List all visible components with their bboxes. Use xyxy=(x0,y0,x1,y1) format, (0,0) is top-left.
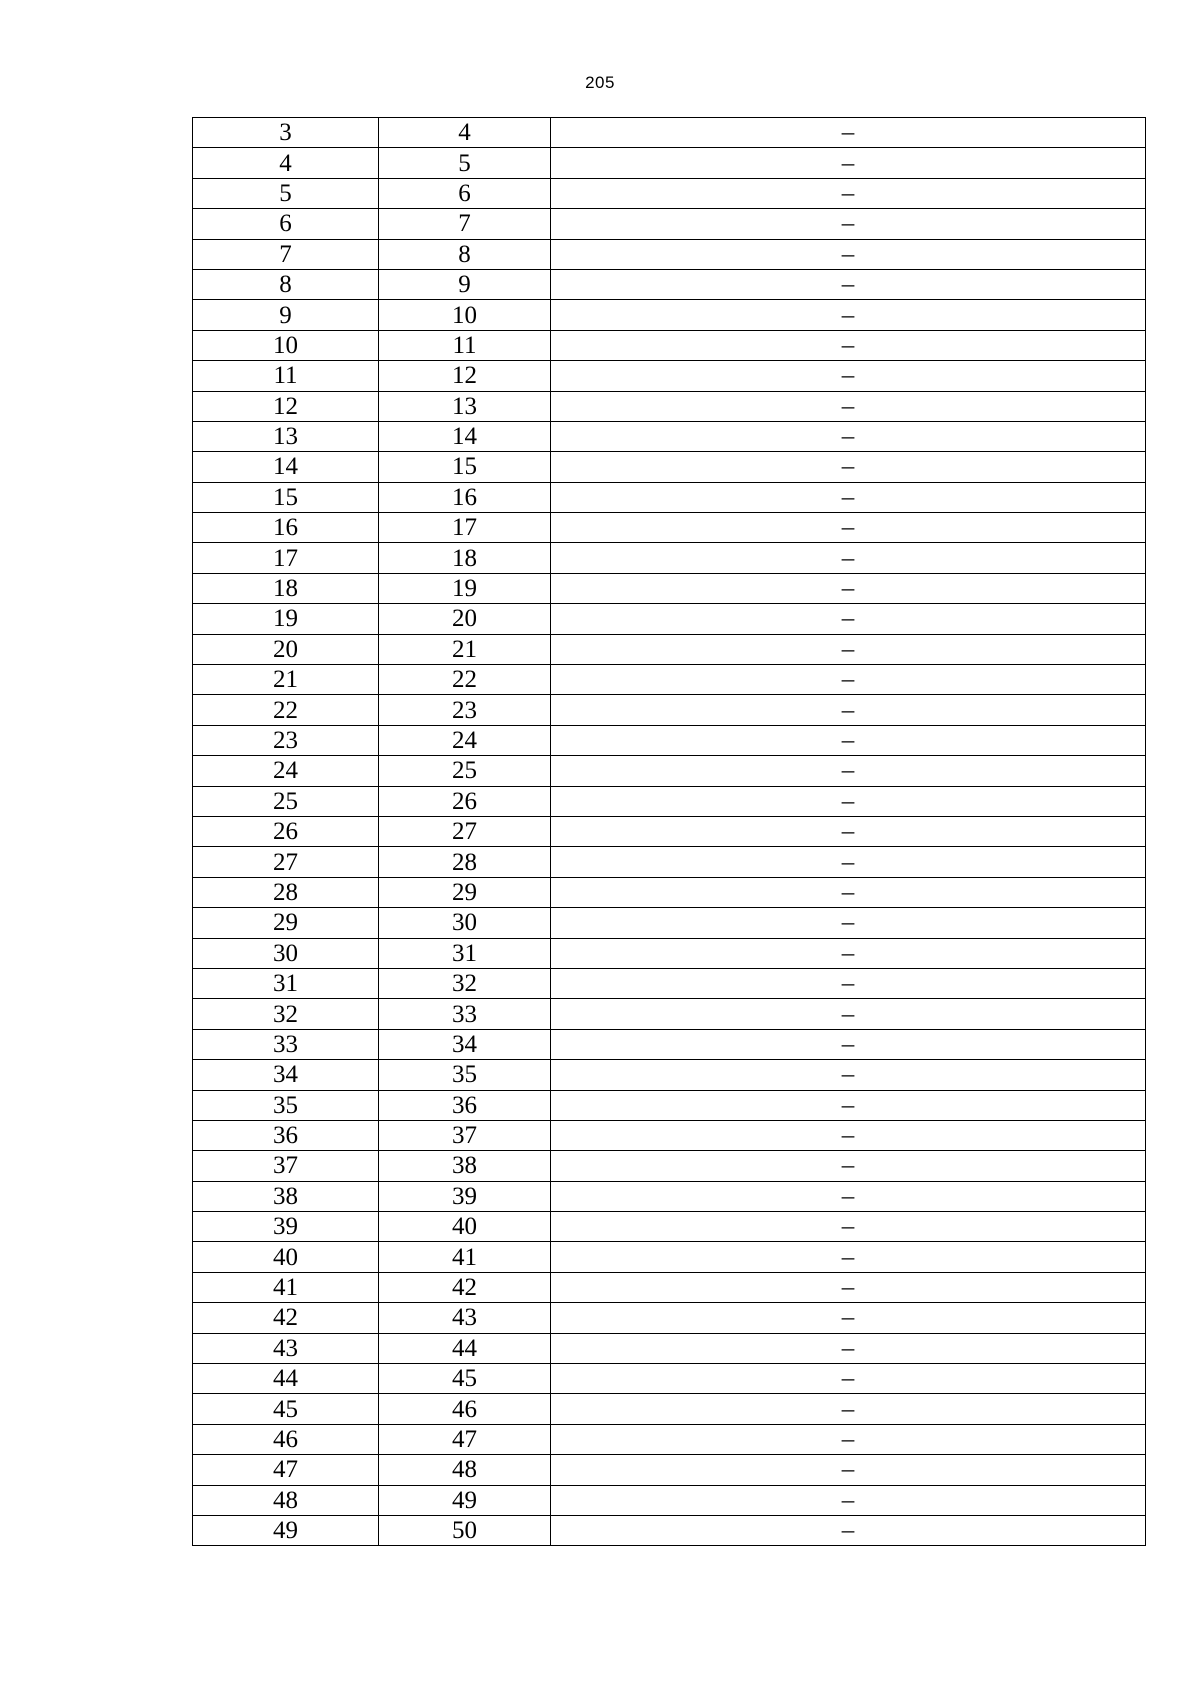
table-cell-from: 47 xyxy=(193,1455,379,1485)
table-cell-value: – xyxy=(551,604,1146,634)
table-cell-from: 38 xyxy=(193,1181,379,1211)
table-cell-to: 15 xyxy=(379,452,551,482)
table-row xyxy=(193,695,1146,725)
table-row xyxy=(193,1212,1146,1242)
table-row xyxy=(193,756,1146,786)
table-cell-value: – xyxy=(551,330,1146,360)
table-cell-to: 29 xyxy=(379,877,551,907)
table-cell-from: 19 xyxy=(193,604,379,634)
table-row xyxy=(193,1455,1146,1485)
table-cell-value: – xyxy=(551,118,1146,148)
table-row xyxy=(193,1120,1146,1150)
table-cell-value: – xyxy=(551,391,1146,421)
table-cell-from: 42 xyxy=(193,1303,379,1333)
table-cell-to: 30 xyxy=(379,908,551,938)
table-row xyxy=(193,665,1146,695)
table-cell-value: – xyxy=(551,1485,1146,1515)
table-cell-value: – xyxy=(551,1151,1146,1181)
table-cell-from: 35 xyxy=(193,1090,379,1120)
table-cell-value: – xyxy=(551,209,1146,239)
table-cell-from: 41 xyxy=(193,1272,379,1302)
table-cell-to: 7 xyxy=(379,209,551,239)
table-cell-to: 39 xyxy=(379,1181,551,1211)
table-row xyxy=(193,482,1146,512)
table-row xyxy=(193,1485,1146,1515)
table-cell-value: – xyxy=(551,816,1146,846)
table-cell-to: 6 xyxy=(379,178,551,208)
table-cell-value: – xyxy=(551,695,1146,725)
table-cell-to: 48 xyxy=(379,1455,551,1485)
table-cell-to: 36 xyxy=(379,1090,551,1120)
table-cell-from: 26 xyxy=(193,816,379,846)
table-cell-to: 37 xyxy=(379,1120,551,1150)
table-row xyxy=(193,239,1146,269)
table-cell-to: 9 xyxy=(379,269,551,299)
table-cell-value: – xyxy=(551,1333,1146,1363)
table-cell-from: 34 xyxy=(193,1060,379,1090)
table-row xyxy=(193,513,1146,543)
table-cell-value: – xyxy=(551,513,1146,543)
page-number: 205 xyxy=(585,73,615,92)
table-cell-to: 45 xyxy=(379,1364,551,1394)
table-cell-from: 7 xyxy=(193,239,379,269)
table-cell-value: – xyxy=(551,1364,1146,1394)
table-cell-value: – xyxy=(551,786,1146,816)
data-table xyxy=(192,117,1146,1546)
table-row xyxy=(193,1394,1146,1424)
table-cell-value: – xyxy=(551,178,1146,208)
table-cell-from: 27 xyxy=(193,847,379,877)
table-row xyxy=(193,573,1146,603)
table-cell-from: 24 xyxy=(193,756,379,786)
table-row xyxy=(193,968,1146,998)
table-cell-from: 14 xyxy=(193,452,379,482)
table-cell-from: 4 xyxy=(193,148,379,178)
table-cell-value: – xyxy=(551,1060,1146,1090)
table-cell-value: – xyxy=(551,999,1146,1029)
table-cell-to: 21 xyxy=(379,634,551,664)
table-cell-to: 24 xyxy=(379,725,551,755)
table-cell-to: 13 xyxy=(379,391,551,421)
table-cell-value: – xyxy=(551,1242,1146,1272)
table-cell-value: – xyxy=(551,421,1146,451)
table-cell-from: 36 xyxy=(193,1120,379,1150)
table-cell-to: 50 xyxy=(379,1515,551,1545)
table-cell-from: 9 xyxy=(193,300,379,330)
table-cell-to: 26 xyxy=(379,786,551,816)
table-row xyxy=(193,1181,1146,1211)
table-cell-to: 35 xyxy=(379,1060,551,1090)
table-cell-from: 28 xyxy=(193,877,379,907)
table-cell-value: – xyxy=(551,1181,1146,1211)
table-row xyxy=(193,269,1146,299)
table-row xyxy=(193,118,1146,148)
table-cell-to: 40 xyxy=(379,1212,551,1242)
table-cell-to: 49 xyxy=(379,1485,551,1515)
table-cell-value: – xyxy=(551,300,1146,330)
table-cell-to: 12 xyxy=(379,361,551,391)
table-cell-from: 33 xyxy=(193,1029,379,1059)
table-row xyxy=(193,1364,1146,1394)
table-cell-to: 34 xyxy=(379,1029,551,1059)
table-body xyxy=(193,118,1146,1546)
table-cell-from: 45 xyxy=(193,1394,379,1424)
table-cell-from: 32 xyxy=(193,999,379,1029)
table-row xyxy=(193,999,1146,1029)
table-row xyxy=(193,1272,1146,1302)
table-cell-to: 16 xyxy=(379,482,551,512)
table-cell-to: 46 xyxy=(379,1394,551,1424)
table-cell-to: 42 xyxy=(379,1272,551,1302)
table-cell-from: 6 xyxy=(193,209,379,239)
table-row xyxy=(193,725,1146,755)
table-row xyxy=(193,1303,1146,1333)
table-cell-value: – xyxy=(551,1090,1146,1120)
table-cell-to: 43 xyxy=(379,1303,551,1333)
table-cell-from: 10 xyxy=(193,330,379,360)
table-cell-value: – xyxy=(551,482,1146,512)
table-row xyxy=(193,1090,1146,1120)
table-cell-value: – xyxy=(551,665,1146,695)
table-row xyxy=(193,452,1146,482)
table-row xyxy=(193,300,1146,330)
table-cell-from: 40 xyxy=(193,1242,379,1272)
table-cell-value: – xyxy=(551,452,1146,482)
table-cell-value: – xyxy=(551,1212,1146,1242)
table-cell-to: 11 xyxy=(379,330,551,360)
table-cell-to: 8 xyxy=(379,239,551,269)
table-cell-value: – xyxy=(551,1120,1146,1150)
table-cell-from: 18 xyxy=(193,573,379,603)
table-cell-to: 14 xyxy=(379,421,551,451)
table-row xyxy=(193,421,1146,451)
table-cell-from: 37 xyxy=(193,1151,379,1181)
table-cell-from: 22 xyxy=(193,695,379,725)
table-cell-from: 21 xyxy=(193,665,379,695)
table-cell-from: 13 xyxy=(193,421,379,451)
table-cell-to: 17 xyxy=(379,513,551,543)
table-row xyxy=(193,1151,1146,1181)
table-cell-from: 3 xyxy=(193,118,379,148)
table-cell-value: – xyxy=(551,1394,1146,1424)
table-cell-value: – xyxy=(551,239,1146,269)
table-cell-value: – xyxy=(551,1303,1146,1333)
table-cell-value: – xyxy=(551,634,1146,664)
table-cell-from: 11 xyxy=(193,361,379,391)
table-cell-to: 18 xyxy=(379,543,551,573)
table-row xyxy=(193,604,1146,634)
table-cell-value: – xyxy=(551,1424,1146,1454)
table-cell-value: – xyxy=(551,725,1146,755)
table-cell-to: 47 xyxy=(379,1424,551,1454)
table-cell-from: 44 xyxy=(193,1364,379,1394)
table-cell-value: – xyxy=(551,968,1146,998)
table-cell-value: – xyxy=(551,756,1146,786)
table-cell-from: 30 xyxy=(193,938,379,968)
table-cell-to: 38 xyxy=(379,1151,551,1181)
table-row xyxy=(193,634,1146,664)
table-cell-value: – xyxy=(551,573,1146,603)
table-cell-to: 31 xyxy=(379,938,551,968)
table-cell-from: 15 xyxy=(193,482,379,512)
table-row xyxy=(193,361,1146,391)
table-row xyxy=(193,1029,1146,1059)
table-cell-from: 49 xyxy=(193,1515,379,1545)
table-cell-value: – xyxy=(551,877,1146,907)
table-row xyxy=(193,391,1146,421)
table-cell-from: 20 xyxy=(193,634,379,664)
table-row xyxy=(193,178,1146,208)
table-cell-from: 48 xyxy=(193,1485,379,1515)
table-cell-from: 8 xyxy=(193,269,379,299)
table-cell-to: 25 xyxy=(379,756,551,786)
table-cell-value: – xyxy=(551,1029,1146,1059)
table-row xyxy=(193,938,1146,968)
table-cell-from: 16 xyxy=(193,513,379,543)
table-cell-to: 4 xyxy=(379,118,551,148)
table-cell-to: 27 xyxy=(379,816,551,846)
table-row xyxy=(193,543,1146,573)
table-cell-to: 19 xyxy=(379,573,551,603)
table-cell-from: 29 xyxy=(193,908,379,938)
table-cell-from: 5 xyxy=(193,178,379,208)
table-cell-to: 5 xyxy=(379,148,551,178)
table-cell-to: 20 xyxy=(379,604,551,634)
table-row xyxy=(193,1060,1146,1090)
table-cell-to: 23 xyxy=(379,695,551,725)
table-row xyxy=(193,148,1146,178)
table-cell-from: 23 xyxy=(193,725,379,755)
table-cell-from: 46 xyxy=(193,1424,379,1454)
table-cell-to: 28 xyxy=(379,847,551,877)
table-cell-from: 43 xyxy=(193,1333,379,1363)
table-cell-to: 32 xyxy=(379,968,551,998)
table-cell-value: – xyxy=(551,1455,1146,1485)
table-cell-value: – xyxy=(551,938,1146,968)
table-row xyxy=(193,847,1146,877)
table-cell-value: – xyxy=(551,269,1146,299)
table-cell-from: 25 xyxy=(193,786,379,816)
table-cell-to: 22 xyxy=(379,665,551,695)
table-row xyxy=(193,1333,1146,1363)
table-cell-from: 39 xyxy=(193,1212,379,1242)
table-cell-from: 17 xyxy=(193,543,379,573)
table-cell-from: 31 xyxy=(193,968,379,998)
table-cell-value: – xyxy=(551,361,1146,391)
table-row xyxy=(193,816,1146,846)
table-cell-value: – xyxy=(551,543,1146,573)
table-cell-value: – xyxy=(551,1272,1146,1302)
table-row xyxy=(193,330,1146,360)
table-cell-to: 44 xyxy=(379,1333,551,1363)
table-row xyxy=(193,908,1146,938)
table-cell-to: 10 xyxy=(379,300,551,330)
table-cell-value: – xyxy=(551,1515,1146,1545)
table-row xyxy=(193,1242,1146,1272)
table-cell-to: 33 xyxy=(379,999,551,1029)
table-row xyxy=(193,877,1146,907)
table-cell-to: 41 xyxy=(379,1242,551,1272)
table-cell-from: 12 xyxy=(193,391,379,421)
table-cell-value: – xyxy=(551,148,1146,178)
table-row xyxy=(193,209,1146,239)
table-row xyxy=(193,1424,1146,1454)
table-cell-value: – xyxy=(551,908,1146,938)
table-cell-value: – xyxy=(551,847,1146,877)
table-row xyxy=(193,786,1146,816)
table-row xyxy=(193,1515,1146,1545)
